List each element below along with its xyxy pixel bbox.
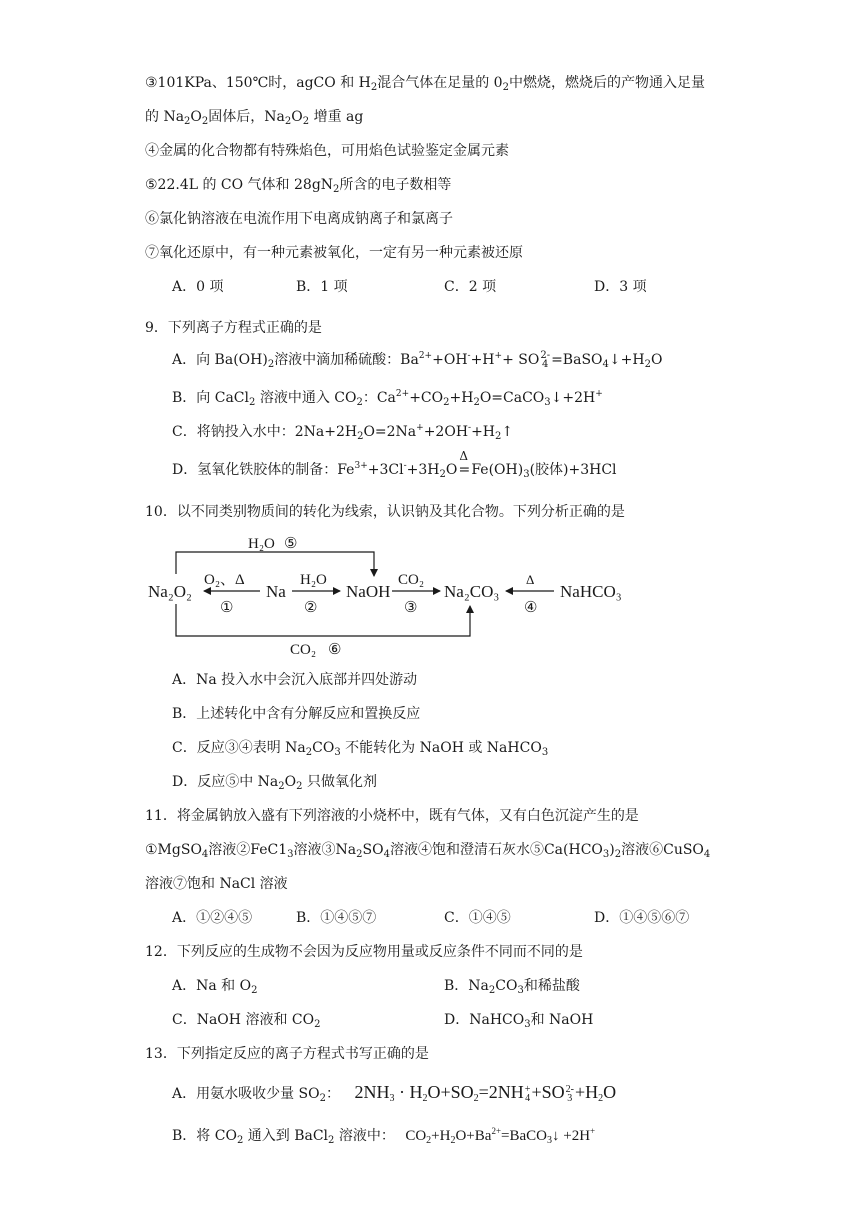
q8-item3-line1: ③101KPa、150℃时，agCO 和 $H_2$混合气体在足量的 $0_2$中燃烧，燃烧后的产物通入足量 xyxy=(145,75,705,93)
q10-option-c: C．反应③④表明 $Na_2CO_3$ 不能转化为 NaOH 或 NaHCO$_3$ xyxy=(172,740,549,758)
q12-option-d: D．NaHCO$_3$和 NaOH xyxy=(444,1012,594,1030)
q9-option-a: A．向 $Ba(OH)_2$溶液中滴加稀硫酸：$Ba^{2+}+OH^-+H^++$ SO 2- 4 $=BaSO_4↓+H_2O$ xyxy=(172,350,663,370)
species-na: Na xyxy=(266,582,286,601)
reagent-3: CO₂ xyxy=(398,572,425,588)
q13-a-eq-c: O+SO xyxy=(427,1082,474,1102)
reagent-5: H₂O xyxy=(248,536,275,552)
q9-a-text-a: A．向 Ba(OH) xyxy=(172,352,268,368)
q9-c-text-e: ↑ xyxy=(501,424,514,440)
reagent-4: Δ xyxy=(526,572,535,587)
q13-a-eq-a: 2NH xyxy=(354,1082,390,1102)
q9-d-text-b: +3Cl xyxy=(367,462,404,478)
q11-text-e: 溶液④饱和澄清石灰水⑤Ca(HCO xyxy=(389,842,603,858)
q13-b-equation: $CO_2+H_2O+Ba^{2+}=BaCO_3↓ +2H^+$ xyxy=(405,1126,596,1146)
q12-c-text: C．NaOH 溶液和 CO xyxy=(172,1012,315,1028)
q13-b-eq-c: O+Ba xyxy=(455,1128,492,1144)
species-na2o2: Na₂O₂ xyxy=(148,582,192,601)
q8-item3-text-e2: O xyxy=(291,109,303,125)
label-5: ⑤ xyxy=(284,536,298,552)
q9-c-text-c: +2OH xyxy=(423,424,469,440)
q10-d-text-a: D．反应⑤中 Na xyxy=(172,774,279,790)
q11-option-d: D．①④⑤⑥⑦ xyxy=(594,910,690,926)
q11-text-f: ) xyxy=(609,842,615,858)
q13-a-text-b: ： xyxy=(326,1086,341,1102)
q12-b-text-a: B．Na xyxy=(444,978,489,994)
q8-item3-text-c: 中燃烧，燃烧后的产物通入足量 xyxy=(508,75,705,91)
q11-stem: 11．将金属钠放入盛有下列溶液的小烧杯中，既有气体，又有白色沉淀产生的是 xyxy=(145,808,639,824)
q8-option-c: C．2 项 xyxy=(444,279,497,295)
q8-option-a: A．0 项 xyxy=(172,279,224,295)
sodium-conversion-diagram xyxy=(140,528,640,660)
q9-option-d: D．氢氧化铁胶体的制备：$Fe^{3+}+3Cl^-+3H_2O$ Δ $=Fe(OH)_3$(胶体)+3HCl xyxy=(172,449,617,480)
q8-item5: ⑤22.4L 的 CO 气体和 $28gN_2$所含的电子数相等 xyxy=(145,177,452,195)
q10-c-text-a: C．反应③④表明 Na xyxy=(172,740,306,756)
q13-b-text-c: 溶液中： xyxy=(338,1128,395,1144)
q11-text-d: SO xyxy=(362,842,384,858)
q9-c-text-d: +H xyxy=(471,424,496,440)
q13-b-eq-a: CO xyxy=(405,1128,427,1144)
q9-b-text-a: B．向 CaCl xyxy=(172,390,249,406)
q13-a-equation: $2NH_3 \cdot H_2O+SO_2=2NH$ + 4 +SO 2- 3 $+H_2O$ xyxy=(354,1082,617,1104)
q9-option-c: C．将钠投入水中：$2Na+2H_2O=2Na^++2OH^-+H_2↑$ xyxy=(172,423,514,442)
q11-line3: 溶液⑦饱和 NaCl 溶液 xyxy=(145,876,288,892)
q12-stem: 12．下列反应的生成物不会因为反应物用量或反应条件不同而不同的是 xyxy=(145,944,583,960)
q13-a-eq-b: · H xyxy=(394,1082,423,1102)
species-na2co3: Na₂CO₃ xyxy=(444,582,500,601)
q13-b-eq-b: +H xyxy=(431,1128,451,1144)
reagent-2: H₂O xyxy=(300,572,327,588)
q13-a-eq-f: +H xyxy=(574,1082,599,1102)
q12-d-text-a: D．NaHCO xyxy=(444,1012,525,1028)
species-nahco3: NaHCO₃ xyxy=(560,582,622,601)
q10-d-text-c: 只做氧化剂 xyxy=(306,774,377,790)
q13-b-eq-e: ↓ +2H xyxy=(551,1128,591,1144)
q13-b-eq-d: =BaCO xyxy=(501,1128,547,1144)
q11-option-c: C．①④⑤ xyxy=(444,910,511,926)
q9-a-text-e: + SO xyxy=(502,352,540,368)
q9-b-text-f: O=CaCO xyxy=(479,390,545,406)
q9-a-text-h: O xyxy=(650,352,663,368)
q8-option-b: B．1 项 xyxy=(296,279,348,295)
q9-b-text-g: ↓+2H xyxy=(550,390,596,406)
q9-b-text-d: +CO xyxy=(409,390,444,406)
q13-option-a: A．用氨水吸收少量 $SO_2$： $2NH_3 \cdot H_2O+SO_2=2NH$ + 4 +SO 2- 3 $+H_2O$ xyxy=(172,1082,617,1104)
q9-a-charge-stack: 2- 4 xyxy=(540,350,551,370)
q9-b-text-b: 溶液中通入 CO xyxy=(259,390,357,406)
q11-text-a: ①MgSO xyxy=(145,842,202,858)
q9-d-text-f: (胶体)+3HCl xyxy=(529,462,617,478)
q12-b-text-c: 和稀盐酸 xyxy=(523,978,580,994)
q12-a-text: A．Na 和 O xyxy=(172,978,252,994)
q11-option-b: B．①④⑤⑦ xyxy=(296,910,377,926)
label-1: ① xyxy=(220,600,234,616)
species-naoh: NaOH xyxy=(346,582,391,601)
reagent-6: CO₂ xyxy=(290,642,317,658)
q9-a-text-b: 溶液中滴加稀硫酸：Ba xyxy=(274,352,419,368)
q12-option-a: A．Na 和 $O_2$ xyxy=(172,978,258,996)
q8-item3-line2: 的 $Na_2O_2$固体后，$Na_2O_2$ 增重 ag xyxy=(145,109,364,127)
q9-stem: 9．下列离子方程式正确的是 xyxy=(145,320,322,336)
q10-d-text-b: O xyxy=(284,774,297,790)
q11-text-c: 溶液③Na xyxy=(293,842,357,858)
q8-item3-text-e: O xyxy=(190,109,202,125)
q8-item4: ④金属的化合物都有特殊焰色，可用焰色试验鉴定金属元素 xyxy=(145,143,509,159)
q10-stem: 10．以不同类别物质间的转化为线索，认识钠及其化合物。下列分析正确的是 xyxy=(145,504,625,520)
label-6: ⑥ xyxy=(328,642,342,658)
q10-option-a: A．Na 投入水中会沉入底部并四处游动 xyxy=(172,672,418,688)
q8-item3-text-f: 固体后，Na xyxy=(208,109,285,125)
q9-a-text-f: =BaSO xyxy=(551,352,603,368)
q10-option-b: B．上述转化中含有分解反应和置换反应 xyxy=(172,706,421,722)
q9-a-text-c: +OH xyxy=(432,352,468,368)
q8-item3-text-b: 混合气体在足量的 0 xyxy=(377,75,503,91)
q13-a-so3-stack: 2- 3 xyxy=(565,1083,574,1104)
q12-b-text-b: CO xyxy=(495,978,518,994)
q9-option-b: B．向 CaCl$_2$ 溶液中通入 $CO_2$：$Ca^{2+}+CO_2+H_2O=CaCO_3↓+2H^+$ xyxy=(172,389,603,408)
q8-item3-text-g: 增重 ag xyxy=(313,109,364,125)
q11-text-b: 溶液②FeC1 xyxy=(208,842,288,858)
q9-b-text-e: +H xyxy=(449,390,474,406)
label-3: ③ xyxy=(404,600,418,616)
q13-b-text-b: 通入到 BaCl xyxy=(247,1128,329,1144)
reagent-1: O₂、Δ xyxy=(204,572,245,588)
q9-a-text-d: +H xyxy=(470,352,495,368)
q10-c-text-c: 不能转化为 NaOH 或 NaHCO xyxy=(345,740,542,756)
q12-option-b: B．$Na_2CO_3$和稀盐酸 xyxy=(444,978,580,996)
q13-a-eq-e: +SO xyxy=(531,1082,565,1102)
q9-d-text-d: O xyxy=(445,462,458,478)
q13-a-nh4-stack: + 4 xyxy=(524,1083,531,1104)
q9-b-text-c: ：Ca xyxy=(362,390,396,406)
q11-option-a: A．①②④⑤ xyxy=(172,910,253,926)
q11-line2: ①MgSO$_4$溶液$②FeC1_3$溶液$③Na_2SO_4$溶液④饱和澄清石灰水$⑤Ca(HCO_3)_2$溶液⑥CuSO$_4$ xyxy=(145,842,711,860)
q13-stem: 13．下列指定反应的离子方程式书写正确的是 xyxy=(145,1046,429,1062)
heating-equals-sign: Δ = xyxy=(458,449,471,478)
q10-option-d: D．反应⑤中 $Na_2O_2$ 只做氧化剂 xyxy=(172,774,377,792)
q9-d-text-a: D．氢氧化铁胶体的制备：Fe xyxy=(172,462,355,478)
q12-option-c: C．NaOH 溶液和 $CO_2$ xyxy=(172,1012,321,1030)
q8-item6: ⑥氯化钠溶液在电流作用下电离成钠离子和氯离子 xyxy=(145,211,453,227)
q13-a-eq-g: O xyxy=(603,1082,617,1102)
q9-a-text-g: ↓+H xyxy=(608,352,645,368)
q8-item5-text-a: ⑤22.4L 的 CO 气体和 28gN xyxy=(145,177,334,193)
q9-d-text-e: Fe(OH) xyxy=(471,462,524,478)
q10-c-text-b: CO xyxy=(312,740,335,756)
q13-option-b: B．将 $CO_2$ 通入到 BaCl$_2$ 溶液中： $CO_2+H_2O+Ba^{2+}=BaCO_3↓ +2H^+$ xyxy=(172,1126,596,1146)
q13-a-text-a: A．用氨水吸收少量 SO xyxy=(172,1086,320,1102)
q11-text-g: 溶液⑥CuSO xyxy=(621,842,704,858)
label-4: ④ xyxy=(524,600,538,616)
q8-item7: ⑦氧化还原中，有一种元素被氧化，一定有另一种元素被还原 xyxy=(145,245,523,261)
q8-option-d: D．3 项 xyxy=(594,279,647,295)
q13-b-text-a: B．将 CO xyxy=(172,1128,237,1144)
q8-item5-text-b: 所含的电子数相等 xyxy=(339,177,452,193)
q9-c-text-a: C．将钠投入水中：2Na+2H xyxy=(172,424,358,440)
q9-c-text-b: O=2Na xyxy=(363,424,417,440)
q8-item3-text-d: 的 Na xyxy=(145,109,185,125)
q13-a-eq-d: =2NH xyxy=(478,1082,524,1102)
label-2: ② xyxy=(304,600,318,616)
q9-d-text-c: +3H xyxy=(406,462,440,478)
q12-d-text-b: 和 NaOH xyxy=(530,1012,594,1028)
q8-item3-text-a: ③101KPa、150℃时，agCO 和 H xyxy=(145,75,371,91)
